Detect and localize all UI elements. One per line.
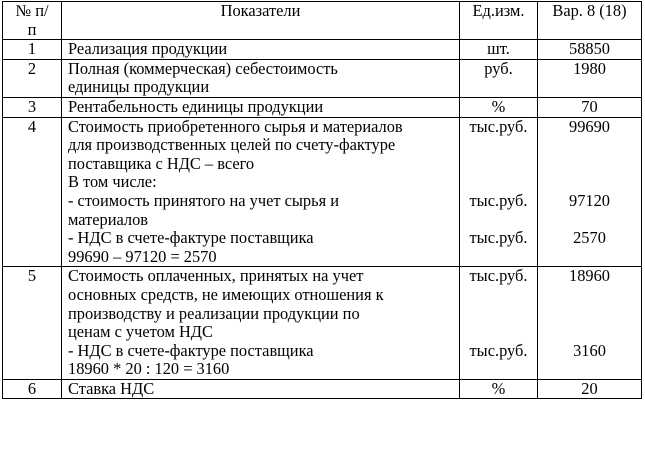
- indicator-line: единицы продукции: [68, 77, 210, 97]
- row-number: 4: [3, 117, 62, 267]
- indicator-line: Стоимость оплаченных, принятых на учет: [68, 266, 364, 286]
- row-indicator: [62, 59, 460, 97]
- row-indicator: [62, 267, 460, 380]
- value-line: 1980: [573, 59, 606, 78]
- row-value: [538, 117, 642, 267]
- indicator-line: - НДС в счете-фактуре поставщика: [68, 228, 314, 248]
- value-line: 70: [581, 97, 598, 116]
- unit-line: тыс.руб.: [469, 117, 528, 136]
- row-indicator: [62, 40, 460, 60]
- header-indicators: Показатели: [62, 2, 460, 40]
- indicator-line: - стоимость принятого на учет сырья и: [68, 190, 340, 210]
- table-row: [3, 379, 642, 399]
- indicator-line: 99690 – 97120 = 2570: [68, 246, 217, 266]
- table-row: [3, 40, 642, 60]
- indicator-line: Стоимость приобретенного сырья и материалов: [68, 117, 403, 136]
- indicator-line: материалов: [68, 209, 149, 229]
- header-variant: Вар. 8 (18): [538, 2, 642, 40]
- indicator-line: для производственных целей по счету-фактуре: [68, 135, 396, 155]
- unit-line: руб.: [484, 59, 513, 78]
- row-value: [538, 97, 642, 117]
- unit-line: %: [491, 379, 506, 398]
- row-unit: [460, 97, 538, 117]
- indicator-line: Ставка НДС: [68, 379, 155, 398]
- unit-line: тыс.руб.: [469, 190, 528, 210]
- row-indicator: [62, 97, 460, 117]
- indicator-line: - НДС в счете-фактуре поставщика: [68, 340, 314, 360]
- value-line: 97120: [569, 190, 610, 210]
- value-line: 18960: [569, 266, 610, 286]
- header-number: [3, 2, 62, 40]
- indicator-line: основных средств, не имеющих отношения к: [68, 284, 384, 304]
- row-number: 3: [3, 97, 62, 117]
- unit-line: шт.: [487, 39, 510, 59]
- row-number: 6: [3, 379, 62, 399]
- row-unit: [460, 40, 538, 60]
- value-line: 3160: [573, 340, 606, 360]
- row-indicator: [62, 379, 460, 399]
- row-value: [538, 40, 642, 60]
- indicator-line: Реализация продукции: [68, 39, 228, 59]
- indicator-line: ценам с учетом НДС: [68, 322, 213, 342]
- value-line: 99690: [569, 117, 610, 136]
- row-number: 5: [3, 267, 62, 380]
- value-line: 58850: [569, 39, 610, 59]
- row-number: 2: [3, 59, 62, 97]
- indicator-line: Рентабельность единицы продукции: [68, 97, 324, 116]
- unit-line: %: [491, 97, 506, 116]
- table-row: [3, 97, 642, 117]
- table-header-row: [3, 2, 642, 40]
- row-value: [538, 59, 642, 97]
- row-unit: [460, 59, 538, 97]
- header-unit: Ед.изм.: [460, 2, 538, 40]
- indicator-line: 18960 * 20 : 120 = 3160: [68, 359, 230, 379]
- indicator-line: В том числе:: [68, 172, 157, 192]
- header-number-line1: № п/: [15, 1, 49, 20]
- indicator-line: Полная (коммерческая) себестоимость: [68, 59, 338, 78]
- unit-line: тыс.руб.: [469, 228, 528, 248]
- row-unit: [460, 267, 538, 380]
- row-value: [538, 379, 642, 399]
- value-line: 2570: [573, 228, 606, 248]
- table-row: [3, 117, 642, 267]
- row-value: [538, 267, 642, 380]
- row-number: 1: [3, 40, 62, 60]
- indicators-table: [2, 1, 642, 399]
- indicator-line: производству и реализации продукции по: [68, 303, 360, 323]
- row-unit: [460, 379, 538, 399]
- row-indicator: [62, 117, 460, 267]
- unit-line: тыс.руб.: [469, 340, 528, 360]
- row-unit: [460, 117, 538, 267]
- indicator-line: поставщика с НДС – всего: [68, 153, 255, 173]
- table-row: [3, 59, 642, 97]
- unit-line: тыс.руб.: [469, 266, 528, 286]
- header-number-line2: п: [27, 19, 37, 39]
- value-line: 20: [581, 379, 598, 398]
- table-row: [3, 267, 642, 380]
